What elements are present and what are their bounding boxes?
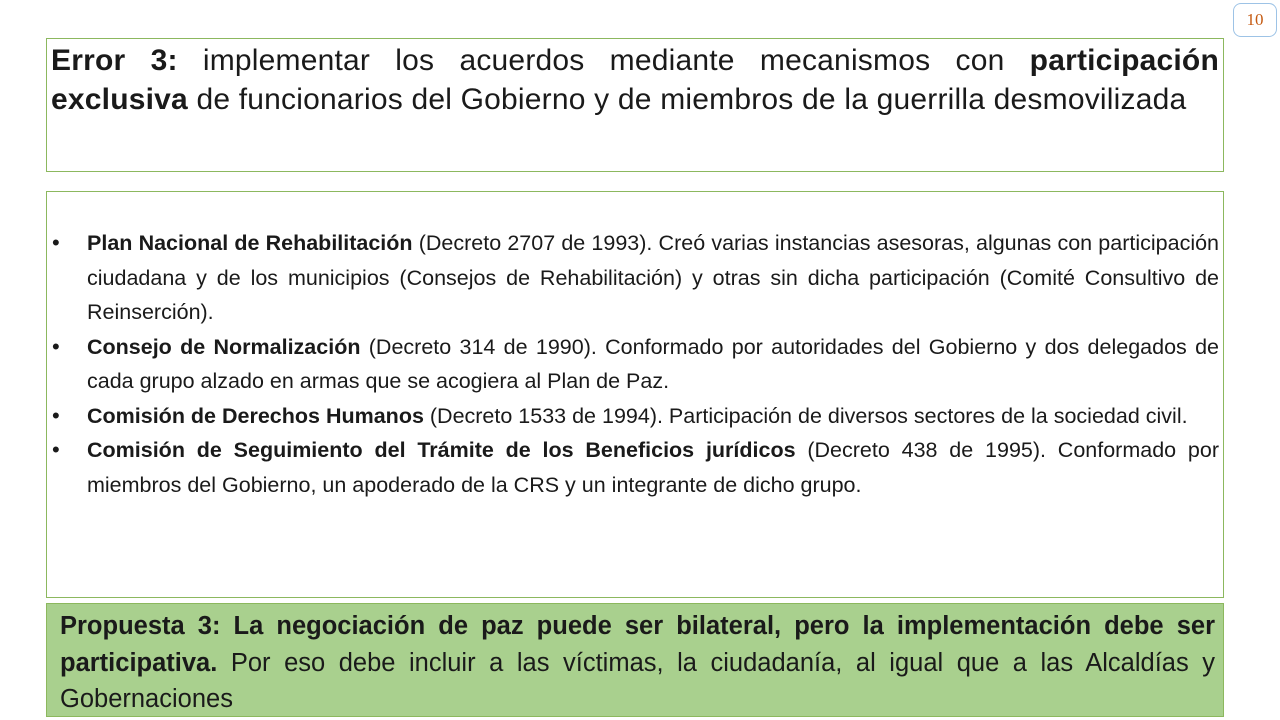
list-item <box>52 399 1219 434</box>
examples-box <box>46 191 1224 598</box>
item-heading: Consejo de Normalización <box>87 334 361 359</box>
examples-list <box>52 226 1220 502</box>
proposal-body: Por eso debe incluir a las víctimas, la ciudadanía, al igual que a las Alcaldías y Gobernaciones <box>60 648 1215 713</box>
item-heading: Comisión de Derechos Humanos <box>87 403 424 428</box>
title-text-2: de funcionarios del Gobierno y de miembros de la guerrilla desmovilizada <box>187 83 1187 116</box>
bullet-icon: • <box>52 402 60 428</box>
item-text: (Decreto 314 de 1990). Conformado por autoridades del Gobierno y dos delegados de cada grupo alzado en armas que se acogiera al Plan de Paz. <box>87 334 1219 393</box>
title-bold-1: participación exclusiva <box>51 44 1219 116</box>
bullet-icon: • <box>52 437 60 462</box>
list-item <box>52 226 1220 330</box>
item-text: (Decreto 438 de 1995). Conformado por miembros del Gobierno, un apoderado de la CRS y un integrante de dicho grupo. <box>87 438 1219 497</box>
item-text: (Decreto 2707 de 1993). Creó varias instancias asesoras, algunas con participación ciudadana y de los municipios (Consejos de Rehabilitación) y otras sin dicha participación (Comité Consultivo de Reinserción). <box>87 231 1220 324</box>
bullet-icon: • <box>52 230 60 255</box>
proposal-box <box>46 603 1224 717</box>
list-item <box>52 330 1219 399</box>
proposal-heading: Propuesta 3: La negociación de paz puede ser bilateral, pero la implementación debe ser participativa. <box>60 612 1215 677</box>
item-text: (Decreto 1533 de 1994). Participación de diversos sectores de la sociedad civil. <box>423 403 1188 428</box>
proposal-text <box>60 608 1215 718</box>
bullet-icon: • <box>52 333 60 359</box>
title-text-1: implementar los acuerdos mediante mecanismos con <box>177 44 1030 77</box>
title-label: Error 3: <box>51 44 178 77</box>
list-item <box>52 433 1219 502</box>
page-number: 10 <box>1233 3 1277 37</box>
title-box <box>46 38 1224 172</box>
slide-title <box>51 41 1219 119</box>
item-heading: Plan Nacional de Rehabilitación <box>87 231 413 255</box>
item-heading: Comisión de Seguimiento del Trámite de los Beneficios jurídicos <box>87 438 796 462</box>
